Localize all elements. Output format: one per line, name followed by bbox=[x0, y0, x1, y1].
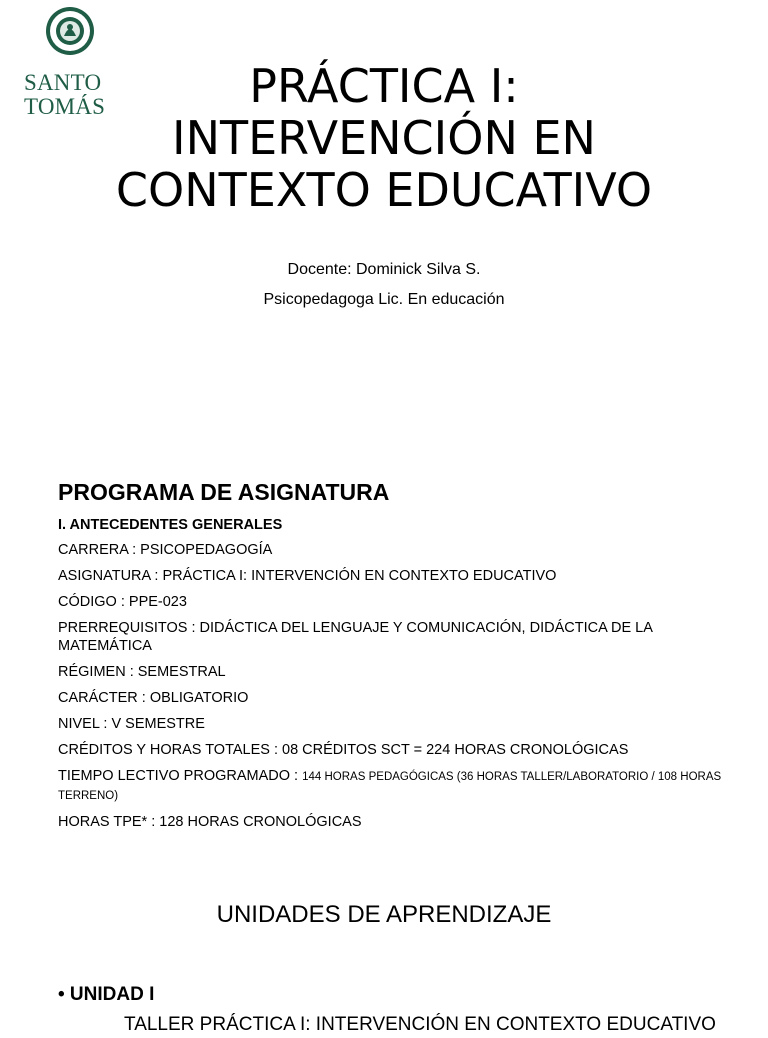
teacher-info bbox=[0, 255, 768, 315]
title-line: PRÁCTICA I: bbox=[249, 59, 519, 113]
logo-brand-line2: TOMÁS bbox=[24, 94, 106, 119]
teacher-role: Psicopedagoga Lic. En educación bbox=[263, 291, 505, 308]
logo-brand-line1: SANTO bbox=[24, 70, 102, 95]
title-line: CONTEXTO EDUCATIVO bbox=[115, 163, 653, 217]
lectivo-label: TIEMPO LECTIVO PROGRAMADO : bbox=[58, 768, 303, 784]
university-seal-icon bbox=[45, 6, 95, 56]
info-row: CRÉDITOS Y HORAS TOTALES : 08 CRÉDITOS SCT = 224 HORAS CRONOLÓGICAS bbox=[58, 742, 629, 758]
title-line: INTERVENCIÓN EN bbox=[172, 111, 596, 165]
info-row: PRERREQUISITOS : DIDÁCTICA DEL LENGUAJE Y COMUNICACIÓN, DIDÁCTICA DE LA MATEMÁTICA bbox=[58, 620, 653, 654]
unit-subtitle: TALLER PRÁCTICA I: INTERVENCIÓN EN CONTEXTO EDUCATIVO bbox=[124, 1014, 716, 1035]
info-row: CARÁCTER : OBLIGATORIO bbox=[58, 690, 249, 706]
info-row: CARRERA : PSICOPEDAGOGÍA bbox=[58, 542, 273, 558]
unit-heading: • UNIDAD I bbox=[58, 984, 155, 1005]
info-row-lectivo bbox=[58, 767, 728, 805]
lectivo-value: 144 HORAS PEDAGÓGICAS (36 HORAS TALLER/LABORATORIO / 108 HORAS TERRENO) bbox=[58, 771, 722, 802]
section-heading: I. ANTECEDENTES GENERALES bbox=[58, 517, 283, 533]
program-section bbox=[58, 478, 728, 839]
document-title bbox=[60, 60, 708, 216]
program-heading: PROGRAMA DE ASIGNATURA bbox=[58, 479, 390, 505]
info-row: NIVEL : V SEMESTRE bbox=[58, 716, 205, 732]
teacher-name: Docente: Dominick Silva S. bbox=[287, 261, 481, 278]
units-title: UNIDADES DE APRENDIZAJE bbox=[216, 901, 552, 928]
info-row: RÉGIMEN : SEMESTRAL bbox=[58, 664, 226, 680]
info-row: CÓDIGO : PPE-023 bbox=[58, 594, 187, 610]
info-row: ASIGNATURA : PRÁCTICA I: INTERVENCIÓN EN CONTEXTO EDUCATIVO bbox=[58, 568, 557, 584]
info-row-tpe: HORAS TPE* : 128 HORAS CRONOLÓGICAS bbox=[58, 814, 362, 830]
